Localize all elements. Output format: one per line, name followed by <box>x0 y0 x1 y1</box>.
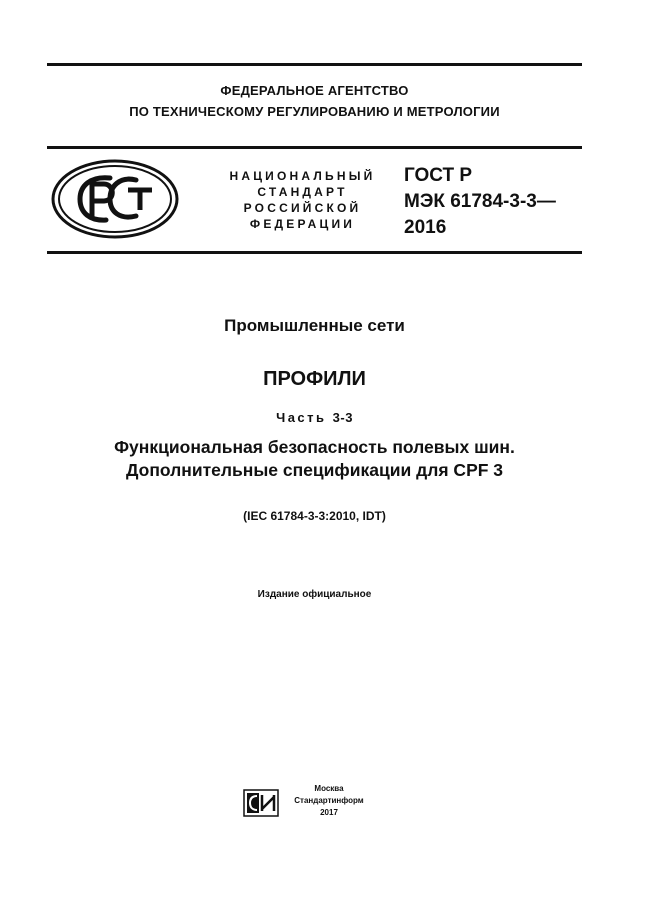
series-title: Промышленные сети <box>224 316 405 335</box>
publisher-info <box>284 783 374 819</box>
gost-designation <box>404 163 556 241</box>
subtitle-line-1: Функциональная безопасность полевых шин. <box>114 437 515 457</box>
part-word: Часть <box>276 410 327 425</box>
document-subtitle <box>47 436 582 482</box>
subtitle-line-2: Дополнительные спецификации для CPF 3 <box>125 460 504 480</box>
national-line-3: РОССИЙСКОЙ <box>243 201 362 215</box>
rst-certification-logo-icon <box>50 158 180 240</box>
national-line-2: СТАНДАРТ <box>257 185 348 199</box>
gost-line-1: ГОСТ Р <box>404 165 473 186</box>
top-rule <box>47 63 582 66</box>
agency-line-2: ПО ТЕХНИЧЕСКОМУ РЕГУЛИРОВАНИЮ И МЕТРОЛОГИИ <box>129 104 500 119</box>
agency-name <box>47 80 582 122</box>
standartinform-logo-icon <box>243 789 279 817</box>
gost-line-3: 2016 <box>404 217 447 238</box>
publisher-name: Стандартинформ <box>294 796 364 805</box>
agency-line-1: ФЕДЕРАЛЬНОЕ АГЕНТСТВО <box>220 83 409 98</box>
iec-reference: (IEC 61784-3-3:2010, IDT) <box>243 509 386 523</box>
document-title: ПРОФИЛИ <box>263 368 366 390</box>
national-line-4: ФЕДЕРАЦИИ <box>249 217 356 231</box>
gost-line-2: МЭК 61784-3-3— <box>404 191 556 212</box>
publication-year: 2017 <box>320 808 338 817</box>
header-rule <box>47 146 582 149</box>
edition-label: Издание официальное <box>257 589 372 600</box>
national-standard-label <box>210 168 395 232</box>
part-label <box>47 410 582 425</box>
part-number: 3-3 <box>332 410 353 425</box>
header-bottom-rule <box>47 251 582 254</box>
national-line-1: НАЦИОНАЛЬНЫЙ <box>229 169 376 183</box>
publisher-city: Москва <box>314 784 344 793</box>
